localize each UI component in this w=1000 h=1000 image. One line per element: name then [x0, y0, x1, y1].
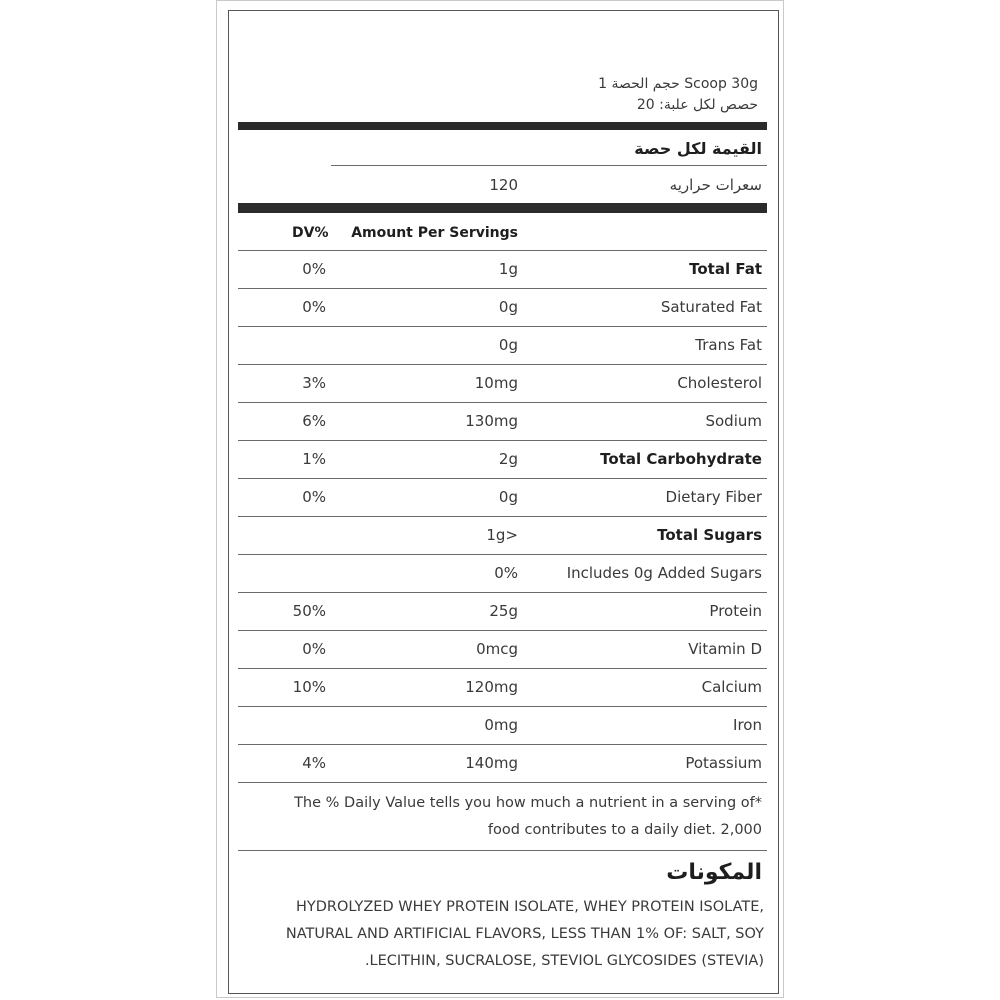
- row-dv: 0%: [302, 640, 326, 658]
- row-amount: 120mg: [465, 678, 518, 696]
- row-divider: [238, 706, 767, 707]
- row-nutrient-name: Potassium: [685, 754, 762, 772]
- row-nutrient-name: Includes 0g Added Sugars: [566, 564, 762, 582]
- row-nutrient-name: Calcium: [701, 678, 762, 696]
- row-dv: 4%: [302, 754, 326, 772]
- row-dv: 10%: [292, 678, 326, 696]
- calories-label: سعرات حراريه: [669, 176, 762, 194]
- row-divider: [238, 744, 767, 745]
- row-nutrient-name: Protein: [709, 602, 762, 620]
- row-nutrient-name: Total Carbohydrate: [600, 450, 762, 468]
- ingredients-line-2: NATURAL AND ARTIFICIAL FLAVORS, LESS THAN 1% OF: SALT, SOY: [285, 926, 764, 942]
- row-amount: 0mcg: [476, 640, 518, 658]
- row-nutrient-name: Total Sugars: [657, 526, 762, 544]
- row-dv: 6%: [302, 412, 326, 430]
- row-amount: 0g: [498, 298, 518, 316]
- serving-size: حجم الحصة 1 Scoop 30g: [598, 76, 758, 92]
- ingredients-line-3: .LECITHIN, SUCRALOSE, STEVIOL GLYCOSIDES (STEVIA): [364, 953, 764, 969]
- row-dv: 1%: [302, 450, 326, 468]
- row-amount: 0g: [498, 336, 518, 354]
- row-divider: [238, 592, 767, 593]
- row-dv: 0%: [302, 488, 326, 506]
- thick-divider-top: [238, 122, 767, 130]
- row-divider: [238, 516, 767, 517]
- row-nutrient-name: Iron: [733, 716, 762, 734]
- ingredients-line-1: HYDROLYZED WHEY PROTEIN ISOLATE, WHEY PROTEIN ISOLATE,: [295, 899, 764, 915]
- row-divider: [238, 364, 767, 365]
- footnote-line-1: The % Daily Value tells you how much a nutrient in a serving of*: [294, 795, 762, 811]
- row-divider: [238, 402, 767, 403]
- row-nutrient-name: Saturated Fat: [660, 298, 762, 316]
- footnote-line-2: food contributes to a daily diet. 2,000: [487, 822, 762, 838]
- row-amount: 2g: [498, 450, 518, 468]
- row-divider: [238, 668, 767, 669]
- row-amount: 130mg: [465, 412, 518, 430]
- row-nutrient-name: Sodium: [705, 412, 762, 430]
- row-amount: 25g: [489, 602, 518, 620]
- row-amount: 1g: [498, 260, 518, 278]
- row-divider: [238, 288, 767, 289]
- per-serving-title: القيمة لكل حصة: [634, 139, 762, 158]
- row-divider: [238, 782, 767, 783]
- row-amount: 10mg: [474, 374, 518, 392]
- row-nutrient-name: Vitamin D: [688, 640, 762, 658]
- row-divider: [238, 326, 767, 327]
- row-nutrient-name: Total Fat: [689, 260, 762, 278]
- row-divider: [238, 478, 767, 479]
- row-divider: [238, 554, 767, 555]
- row-nutrient-name: Trans Fat: [695, 336, 762, 354]
- row-amount: 0mg: [484, 716, 518, 734]
- footnote-divider: [238, 850, 767, 851]
- row-divider: [238, 630, 767, 631]
- row-dv: 3%: [302, 374, 326, 392]
- row-nutrient-name: Dietary Fiber: [665, 488, 762, 506]
- row-divider: [238, 250, 767, 251]
- servings-per-container: حصص لكل علبة: 20: [636, 97, 758, 113]
- row-divider: [238, 440, 767, 441]
- row-dv: 0%: [302, 260, 326, 278]
- row-amount: 1g>: [486, 526, 518, 544]
- column-header-dv: DV%: [292, 225, 329, 241]
- row-amount: 0g: [498, 488, 518, 506]
- thick-divider-calories: [238, 203, 767, 213]
- ingredients-title: المكونات: [666, 860, 762, 885]
- divider-per-serving: [331, 165, 767, 166]
- row-dv: 0%: [302, 298, 326, 316]
- row-nutrient-name: Cholesterol: [677, 374, 762, 392]
- row-amount: 0%: [494, 564, 518, 582]
- row-amount: 140mg: [465, 754, 518, 772]
- column-header-amount: Amount Per Servings: [351, 225, 518, 241]
- calories-value: 120: [489, 176, 518, 194]
- row-dv: 50%: [292, 602, 326, 620]
